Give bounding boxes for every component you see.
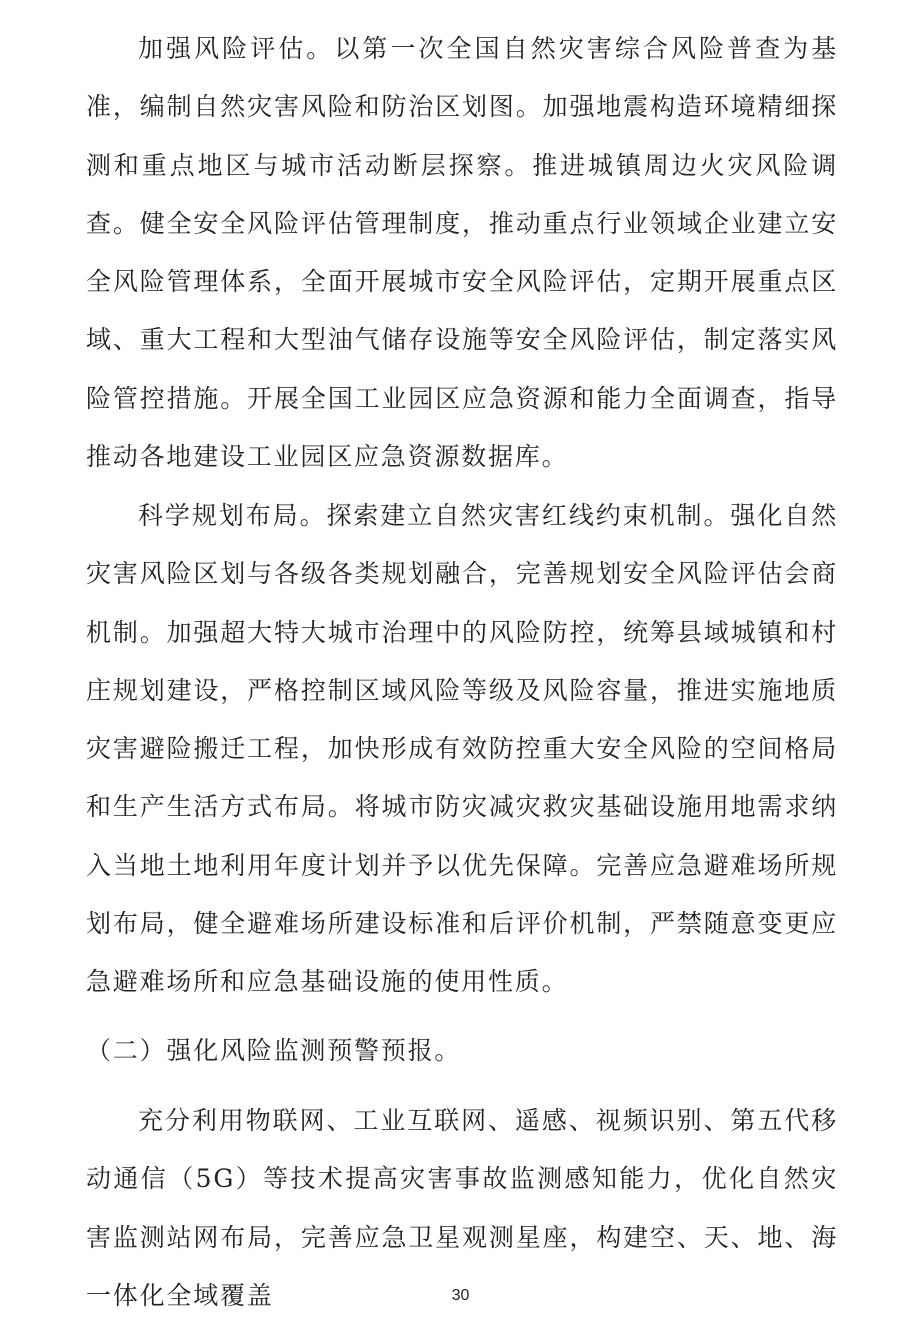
paragraph-monitoring: 充分利用物联网、工业互联网、遥感、视频识别、第五代移动通信（5G）等技术提高灾害事故监测感知能力，优化自然灾害监测站网布局，完善应急卫星观测星座，构建空、天、地、海一体化全域覆盖 xyxy=(86,1106,838,1310)
paragraph-planning-layout: 科学规划布局。探索建立自然灾害红线约束机制。强化自然灾害风险区划与各级各类规划融合，完善规划安全风险评估会商机制。加强超大特大城市治理中的风险防控，统筹县域城镇和村庄规划建设，严格控制区域风险等级及风险容量，推进实施地质灾害避险搬迁工程，加快形成有效防控重大安全风险的空间格局和生产生活方式布局。将城市防灾减灾救灾基础设施用地需求纳入当地土地利用年度计划并予以优先保障。完善应急避难场所规划布局，健全避难场所建设标准和后评价机制，严禁随意变更应急避难场所和应急基础设施的使用性质。 xyxy=(86,501,838,997)
page-number: 30 xyxy=(451,1287,470,1304)
section-heading: （二）强化风险监测预警预报。 xyxy=(86,1036,462,1065)
paragraph-risk-assessment: 加强风险评估。以第一次全国自然灾害综合风险普查为基准，编制自然灾害风险和防治区划图。加强地震构造环境精细探测和重点地区与城市活动断层探察。推进城镇周边火灾风险调查。健全安全风险评估管理制度，推动重点行业领域企业建立安全风险管理体系，全面开展城市安全风险评估，定期开展重点区域、重大工程和大型油气储存设施等安全风险评估，制定落实风险管控措施。开展全国工业园区应急资源和能力全面调查，指导推动各地建设工业园区应急资源数据库。 xyxy=(86,34,838,472)
